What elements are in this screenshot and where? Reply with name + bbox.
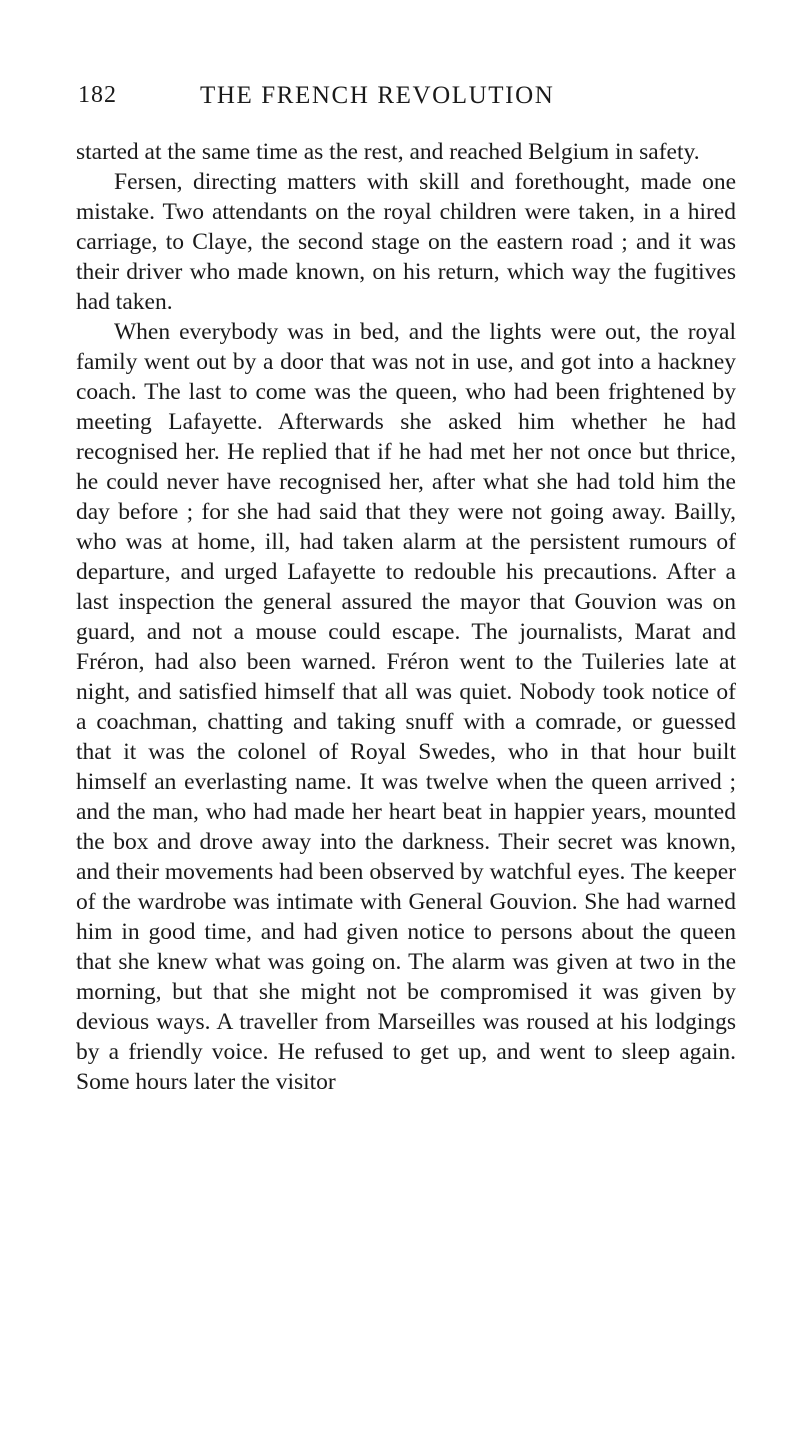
- paragraph-continued: started at the same time as the rest, and reached Belgium in safety.: [76, 139, 700, 165]
- paragraph: Fersen, directing matters with skill and forethought, made one mistake. Two attendants on the royal children were taken, in a hired carriage, to Claye, the second stage on the eastern road ; and it was their driver who made known, on his return, which way the fugitives had taken.: [76, 169, 736, 315]
- body-text: [76, 137, 736, 1097]
- running-head: [76, 82, 736, 116]
- page-number: 182: [78, 82, 117, 108]
- running-title: THE FRENCH REVOLUTION: [200, 82, 555, 109]
- paragraph: When everybody was in bed, and the lights were out, the royal family went out by a door that was not in use, and got into a hackney coach. The last to come was the queen, who had been frightened by meeting Lafayette. Afterwards she asked him whether he had recognised her. He replied that if he had met her not once but thrice, he could never have recognised her, after what she had told him the day before ; for she had said that they were not going away. Bailly, who was at home, ill, had taken alarm at the persistent rumours of departure, and urged Lafayette to redouble his precautions. After a last inspection the general assured the mayor that Gouvion was on guard, and not a mouse could escape. The journalists, Marat and Fréron, had also been warned. Fréron went to the Tuileries late at night, and satisfied himself that all was quiet. Nobody took notice of a coachman, chatting and taking snuff with a comrade, or guessed that it was the colonel of Royal Swedes, who in that hour built himself an everlasting name. It was twelve when the queen arrived ; and the man, who had made her heart beat in happier years, mounted the box and drove away into the darkness. Their secret was known, and their movements had been observed by watchful eyes. The keeper of the wardrobe was intimate with General Gouvion. She had warned him in good time, and had given notice to persons about the queen that she knew what was going on. The alarm was given at two in the morning, but that she might not be compromised it was given by devious ways. A traveller from Marseilles was roused at his lodgings by a friendly voice. He refused to get up, and went to sleep again. Some hours later the visitor: [76, 319, 736, 1095]
